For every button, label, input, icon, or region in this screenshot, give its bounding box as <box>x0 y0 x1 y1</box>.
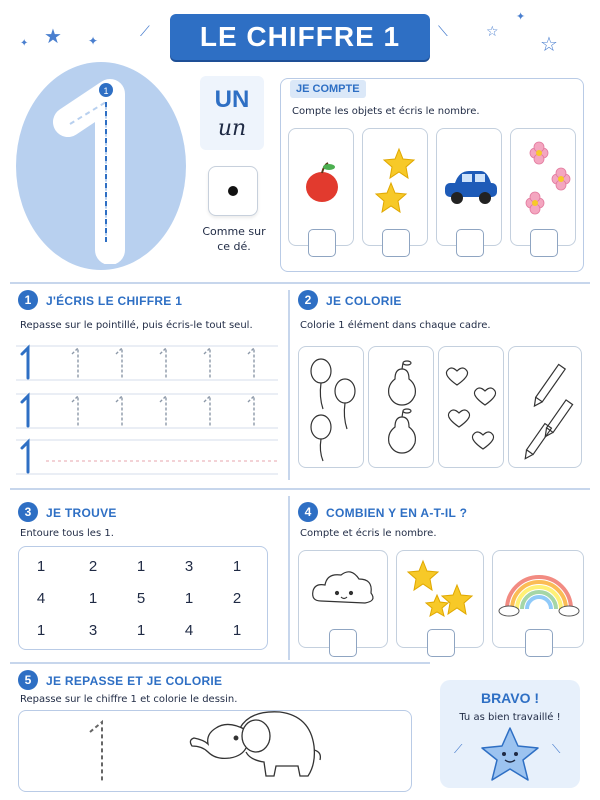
color-card-pencils <box>508 346 582 468</box>
count-card-apple <box>288 128 354 246</box>
elephant-icon <box>180 700 330 792</box>
section-title-2: JE COLORIE <box>326 294 402 308</box>
word-cursive: un <box>217 115 247 141</box>
dice-caption-line2: ce dé. <box>217 240 251 253</box>
je-compte-instruction: Compte les objets et écris le nombre. <box>292 106 480 117</box>
decor-star-outline-icon: ☆ <box>486 24 499 40</box>
page-title: LE CHIFFRE 1 <box>170 14 430 60</box>
grid-number[interactable]: 1 <box>232 622 242 639</box>
divider <box>10 488 590 490</box>
grid-number[interactable]: 1 <box>36 558 46 575</box>
grid-number[interactable]: 4 <box>36 590 46 607</box>
grid-number[interactable]: 4 <box>184 622 194 639</box>
section-number-5: 5 <box>18 670 38 690</box>
decor-star-outline-icon: ☆ <box>540 32 558 56</box>
writing-lines <box>16 340 278 480</box>
answer-box[interactable] <box>427 629 455 657</box>
section-number-3: 3 <box>18 502 38 522</box>
decor-lines-icon: ⟋ <box>140 24 150 40</box>
car-icon <box>437 143 503 223</box>
je-compte-tag: JE COMPTE <box>290 80 366 98</box>
grid-number[interactable]: 1 <box>36 622 46 639</box>
section-instruction-4: Compte et écris le nombre. <box>300 528 437 539</box>
section-instruction-2: Colorie 1 élément dans chaque cadre. <box>300 320 491 331</box>
grid-number[interactable]: 1 <box>88 590 98 607</box>
divider <box>288 496 290 660</box>
divider <box>10 282 590 284</box>
section-instruction-3: Entoure tous les 1. <box>20 528 114 539</box>
balloon-icon <box>299 347 365 469</box>
section-title-5: JE REPASSE ET JE COLORIE <box>46 674 223 688</box>
smiling-star-icon <box>478 724 542 784</box>
svg-text:1: 1 <box>103 86 109 96</box>
dice-caption-line1: Comme sur <box>202 225 266 238</box>
section-number-1: 1 <box>18 290 38 310</box>
word-upper: UN <box>214 85 250 113</box>
answer-box[interactable] <box>530 229 558 257</box>
count-card-stars-2 <box>396 550 484 648</box>
color-card-hearts <box>438 346 504 468</box>
answer-box[interactable] <box>329 629 357 657</box>
trace-digit-one <box>80 716 120 788</box>
count-card-cloud <box>298 550 388 648</box>
count-card-car <box>436 128 502 246</box>
dice <box>208 166 258 216</box>
bravo-title: BRAVO ! <box>480 690 540 706</box>
rainbow-icon <box>493 551 585 625</box>
apple-icon <box>289 143 355 223</box>
decor-star-icon: ★ <box>44 24 62 48</box>
count-card-rainbow <box>492 550 584 648</box>
section-number-4: 4 <box>298 502 318 522</box>
decor-lines-icon: ⟋ <box>454 742 463 756</box>
answer-box[interactable] <box>525 629 553 657</box>
section-title-1: J'ÉCRIS LE CHIFFRE 1 <box>46 294 183 308</box>
heart-icon <box>439 347 505 469</box>
answer-box[interactable] <box>382 229 410 257</box>
answer-box[interactable] <box>456 229 484 257</box>
dice-dot <box>228 186 238 196</box>
grid-number[interactable]: 3 <box>184 558 194 575</box>
section-number-2: 2 <box>298 290 318 310</box>
section-title-3: JE TROUVE <box>46 506 117 520</box>
count-card-stars <box>362 128 428 246</box>
grid-number[interactable]: 5 <box>136 590 146 607</box>
grid-number[interactable]: 3 <box>88 622 98 639</box>
divider <box>288 290 290 480</box>
decor-sparkle-icon: ✦ <box>516 10 526 23</box>
decor-sparkle-icon: ✦ <box>88 34 99 48</box>
bravo-subtitle: Tu as bien travaillé ! <box>459 712 561 723</box>
decor-sparkle-icon: ✦ <box>20 38 29 49</box>
decor-lines-icon: ⟍ <box>552 742 561 756</box>
pear-icon <box>369 347 435 469</box>
flower-icon <box>511 137 577 227</box>
divider <box>10 662 430 664</box>
grid-number[interactable]: 2 <box>88 558 98 575</box>
grid-number[interactable]: 1 <box>136 558 146 575</box>
color-card-balloons <box>298 346 364 468</box>
word-box <box>200 76 264 150</box>
section-instruction-5: Repasse sur le chiffre 1 et colorie le dessin. <box>20 694 238 705</box>
section-title-4: COMBIEN Y EN A-T-IL ? <box>326 506 468 520</box>
dice-caption <box>196 224 272 254</box>
grid-number[interactable]: 1 <box>136 622 146 639</box>
count-card-flowers <box>510 128 576 246</box>
pencil-icon <box>509 347 583 469</box>
section-instruction-1: Repasse sur le pointillé, puis écris-le tout seul. <box>20 320 253 331</box>
big-digit-one <box>40 74 170 264</box>
star-icon <box>363 139 429 229</box>
grid-number[interactable]: 1 <box>232 558 242 575</box>
color-card-pears <box>368 346 434 468</box>
grid-number[interactable]: 2 <box>232 590 242 607</box>
decor-lines-icon: ⟍ <box>438 24 448 40</box>
grid-number[interactable]: 1 <box>184 590 194 607</box>
star-icon <box>397 551 485 625</box>
cloud-icon <box>299 551 389 621</box>
answer-box[interactable] <box>308 229 336 257</box>
